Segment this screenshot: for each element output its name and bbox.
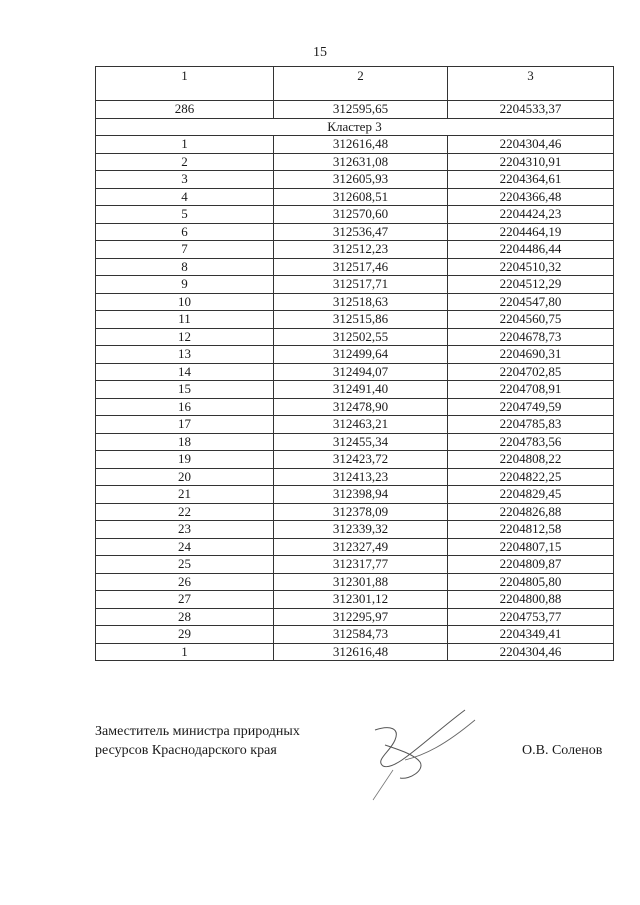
y-coordinate-cell: 2204304,46 <box>448 136 614 154</box>
x-coordinate-cell: 312616,48 <box>274 643 448 661</box>
point-number-cell: 18 <box>96 433 274 451</box>
x-coordinate-cell: 312518,63 <box>274 293 448 311</box>
x-coordinate-cell: 312595,65 <box>274 101 448 119</box>
x-coordinate-cell: 312605,93 <box>274 171 448 189</box>
x-coordinate-cell: 312327,49 <box>274 538 448 556</box>
point-number-cell: 20 <box>96 468 274 486</box>
table-row <box>96 381 614 399</box>
y-coordinate-cell: 2204464,19 <box>448 223 614 241</box>
table-row <box>96 328 614 346</box>
y-coordinate-cell: 2204424,23 <box>448 206 614 224</box>
table-row <box>96 276 614 294</box>
y-coordinate-cell: 2204512,29 <box>448 276 614 294</box>
point-number-cell: 24 <box>96 538 274 556</box>
point-number-cell: 6 <box>96 223 274 241</box>
table-row <box>96 486 614 504</box>
y-coordinate-cell: 2204690,31 <box>448 346 614 364</box>
table-header-row <box>96 67 614 101</box>
table-row <box>96 188 614 206</box>
point-number-cell: 26 <box>96 573 274 591</box>
carry-row <box>96 101 614 119</box>
y-coordinate-cell: 2204826,88 <box>448 503 614 521</box>
x-coordinate-cell: 312570,60 <box>274 206 448 224</box>
x-coordinate-cell: 312494,07 <box>274 363 448 381</box>
cluster-title-row <box>96 118 614 136</box>
point-number-cell: 12 <box>96 328 274 346</box>
x-coordinate-cell: 312502,55 <box>274 328 448 346</box>
header-cell-col1: 1 <box>96 67 274 101</box>
y-coordinate-cell: 2204310,91 <box>448 153 614 171</box>
x-coordinate-cell: 312515,86 <box>274 311 448 329</box>
y-coordinate-cell: 2204807,15 <box>448 538 614 556</box>
y-coordinate-cell: 2204800,88 <box>448 591 614 609</box>
point-number-cell: 14 <box>96 363 274 381</box>
point-number-cell: 19 <box>96 451 274 469</box>
x-coordinate-cell: 312301,88 <box>274 573 448 591</box>
table-row <box>96 416 614 434</box>
y-coordinate-cell: 2204533,37 <box>448 101 614 119</box>
point-number-cell: 2 <box>96 153 274 171</box>
y-coordinate-cell: 2204486,44 <box>448 241 614 259</box>
table-row <box>96 311 614 329</box>
y-coordinate-cell: 2204349,41 <box>448 626 614 644</box>
coordinates-table <box>95 66 614 661</box>
table-row <box>96 398 614 416</box>
point-number-cell: 17 <box>96 416 274 434</box>
x-coordinate-cell: 312339,32 <box>274 521 448 539</box>
point-number-cell: 1 <box>96 136 274 154</box>
table-row <box>96 258 614 276</box>
point-number-cell: 3 <box>96 171 274 189</box>
table-row <box>96 293 614 311</box>
point-number-cell: 21 <box>96 486 274 504</box>
table-row <box>96 433 614 451</box>
position-line-1: Заместитель министра природных <box>95 724 300 739</box>
table-row <box>96 643 614 661</box>
x-coordinate-cell: 312423,72 <box>274 451 448 469</box>
y-coordinate-cell: 2204749,59 <box>448 398 614 416</box>
table-row <box>96 241 614 259</box>
table-row <box>96 538 614 556</box>
x-coordinate-cell: 312378,09 <box>274 503 448 521</box>
x-coordinate-cell: 312295,97 <box>274 608 448 626</box>
point-number-cell: 22 <box>96 503 274 521</box>
point-number-cell: 23 <box>96 521 274 539</box>
x-coordinate-cell: 312491,40 <box>274 381 448 399</box>
table-row <box>96 591 614 609</box>
table-row <box>96 346 614 364</box>
y-coordinate-cell: 2204808,22 <box>448 451 614 469</box>
table-row <box>96 223 614 241</box>
point-number-cell: 15 <box>96 381 274 399</box>
x-coordinate-cell: 312616,48 <box>274 136 448 154</box>
table-row <box>96 503 614 521</box>
x-coordinate-cell: 312317,77 <box>274 556 448 574</box>
x-coordinate-cell: 312455,34 <box>274 433 448 451</box>
table-row <box>96 468 614 486</box>
table-row <box>96 556 614 574</box>
x-coordinate-cell: 312398,94 <box>274 486 448 504</box>
x-coordinate-cell: 312463,21 <box>274 416 448 434</box>
point-number-cell: 25 <box>96 556 274 574</box>
point-number-cell: 8 <box>96 258 274 276</box>
cluster-title: Кластер 3 <box>96 118 614 136</box>
table-row <box>96 451 614 469</box>
point-number-cell: 10 <box>96 293 274 311</box>
y-coordinate-cell: 2204708,91 <box>448 381 614 399</box>
point-number-cell: 5 <box>96 206 274 224</box>
point-number-cell: 27 <box>96 591 274 609</box>
point-number-cell: 9 <box>96 276 274 294</box>
x-coordinate-cell: 312512,23 <box>274 241 448 259</box>
y-coordinate-cell: 2204829,45 <box>448 486 614 504</box>
x-coordinate-cell: 312608,51 <box>274 188 448 206</box>
point-number-cell: 13 <box>96 346 274 364</box>
table-row <box>96 608 614 626</box>
table-row <box>96 206 614 224</box>
y-coordinate-cell: 2204812,58 <box>448 521 614 539</box>
point-number-cell: 28 <box>96 608 274 626</box>
point-number-cell: 7 <box>96 241 274 259</box>
signature-position <box>95 722 300 760</box>
point-number-cell: 286 <box>96 101 274 119</box>
y-coordinate-cell: 2204753,77 <box>448 608 614 626</box>
x-coordinate-cell: 312584,73 <box>274 626 448 644</box>
point-number-cell: 1 <box>96 643 274 661</box>
table-row <box>96 573 614 591</box>
y-coordinate-cell: 2204809,87 <box>448 556 614 574</box>
header-cell-col3: 3 <box>448 67 614 101</box>
x-coordinate-cell: 312413,23 <box>274 468 448 486</box>
x-coordinate-cell: 312631,08 <box>274 153 448 171</box>
table-row <box>96 171 614 189</box>
handwritten-signature <box>355 700 485 810</box>
point-number-cell: 16 <box>96 398 274 416</box>
table-row <box>96 136 614 154</box>
point-number-cell: 11 <box>96 311 274 329</box>
y-coordinate-cell: 2204510,32 <box>448 258 614 276</box>
point-number-cell: 29 <box>96 626 274 644</box>
signer-name: О.В. Соленов <box>522 743 603 758</box>
x-coordinate-cell: 312478,90 <box>274 398 448 416</box>
x-coordinate-cell: 312301,12 <box>274 591 448 609</box>
table-row <box>96 521 614 539</box>
x-coordinate-cell: 312499,64 <box>274 346 448 364</box>
y-coordinate-cell: 2204678,73 <box>448 328 614 346</box>
x-coordinate-cell: 312517,46 <box>274 258 448 276</box>
y-coordinate-cell: 2204366,48 <box>448 188 614 206</box>
page-number: 15 <box>313 45 327 60</box>
table-row <box>96 626 614 644</box>
y-coordinate-cell: 2204547,80 <box>448 293 614 311</box>
y-coordinate-cell: 2204702,85 <box>448 363 614 381</box>
y-coordinate-cell: 2204783,56 <box>448 433 614 451</box>
point-number-cell: 4 <box>96 188 274 206</box>
x-coordinate-cell: 312517,71 <box>274 276 448 294</box>
y-coordinate-cell: 2204785,83 <box>448 416 614 434</box>
position-line-2: ресурсов Краснодарского края <box>95 743 277 758</box>
y-coordinate-cell: 2204805,80 <box>448 573 614 591</box>
y-coordinate-cell: 2204304,46 <box>448 643 614 661</box>
table-row <box>96 363 614 381</box>
table-row <box>96 153 614 171</box>
y-coordinate-cell: 2204364,61 <box>448 171 614 189</box>
header-cell-col2: 2 <box>274 67 448 101</box>
y-coordinate-cell: 2204560,75 <box>448 311 614 329</box>
y-coordinate-cell: 2204822,25 <box>448 468 614 486</box>
x-coordinate-cell: 312536,47 <box>274 223 448 241</box>
